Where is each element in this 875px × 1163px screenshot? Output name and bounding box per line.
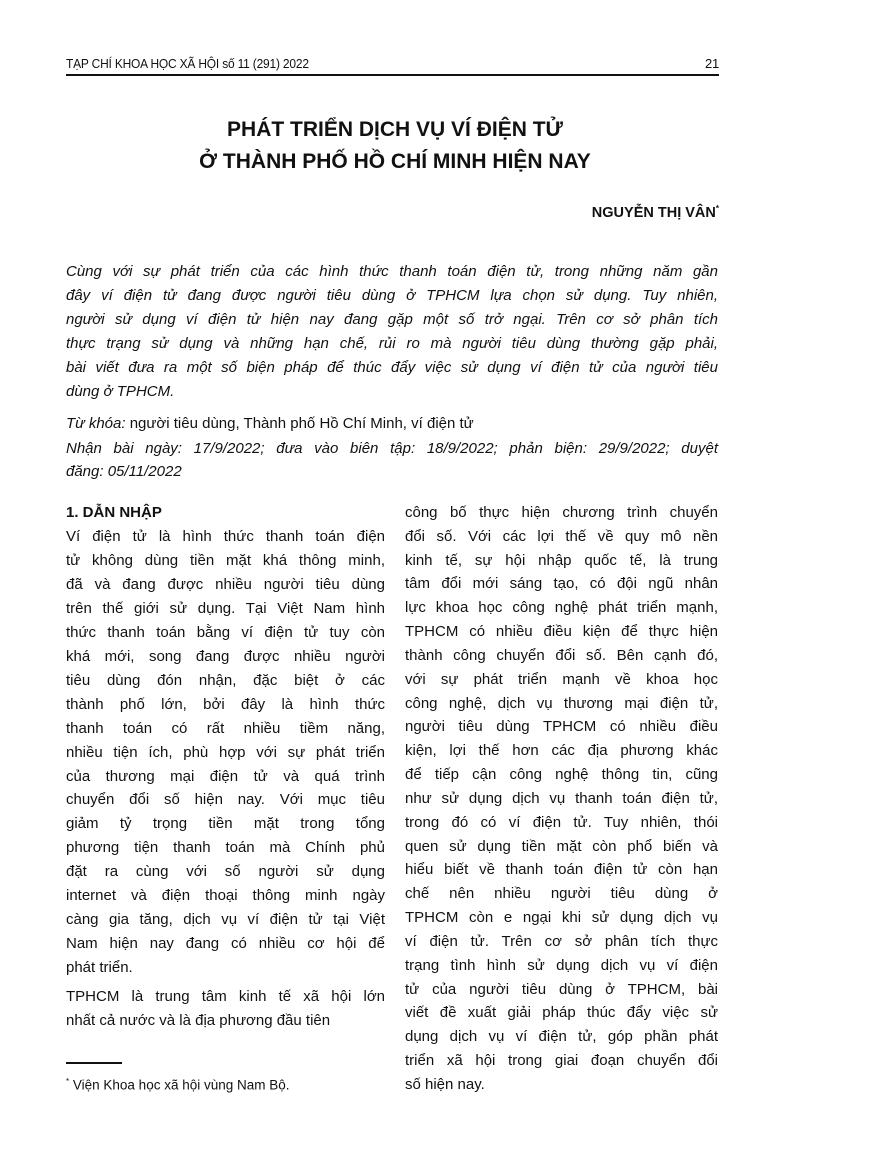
running-header (66, 55, 719, 76)
dates-line: Nhận bài ngày: 17/9/2022; đưa vào biên tập: 18/9/2022; phản biện: 29/9/2022; duyệt (66, 440, 718, 457)
body-line: tử không dùng tiền mặt khá thông minh, (66, 551, 385, 569)
body-line: kinh tế, sự hội nhập quốc tế, là trung (405, 551, 718, 569)
body-line: phát triển. (66, 959, 133, 977)
title-line-1: PHÁT TRIỂN DỊCH VỤ VÍ ĐIỆN TỬ (227, 118, 563, 141)
section-heading: 1. DẪN NHẬP (66, 504, 162, 521)
body-line: thành phố lớn, bởi đây là hình thức (66, 695, 385, 713)
body-line: đã và đang được nhiều người tiêu dùng (66, 575, 385, 593)
body-line: nhất cả nước và là địa phương đầu tiên (66, 1011, 331, 1029)
abstract-line: đây ví điện tử đang được người tiêu dùng ở TPHCM lựa chọn sử dụng. Tuy nhiên, (66, 287, 718, 304)
body-line: internet và điện thoại thông minh ngày (66, 887, 385, 905)
body-line: viết đề xuất giải pháp thúc đẩy việc sử (405, 1004, 718, 1022)
body-line: chuyển đổi số hiện nay. Với mục tiêu (66, 791, 385, 809)
body-line: TPHCM còn e ngại khi sử dụng dịch vụ (405, 909, 718, 927)
body-line: người tiêu dùng TPHCM có nhiều điều (405, 718, 718, 736)
body-line: lực khoa học công nghệ phát triển mạnh, (405, 599, 718, 617)
body-line: Ví điện tử là hình thức thanh toán điện (66, 528, 385, 545)
body-line: triển xã hội trong giai đoạn chuyển đổi (405, 1052, 718, 1070)
body-line: trong đó có ví điện tử. Tuy nhiên, thói (405, 813, 718, 831)
body-line: giảm tỷ trọng tiền mặt trong tổng (66, 815, 385, 833)
dates-line: đăng: 05/11/2022 (66, 462, 182, 480)
body-line: tiêu dùng đón nhận, đặc biệt ở các (66, 671, 385, 689)
body-line: để tiếp cận công nghệ thông tin, cũng (405, 766, 718, 784)
body-line: công bố thực hiện chương trình chuyển (405, 504, 718, 521)
title-line-2: Ở THÀNH PHỐ HỒ CHÍ MINH HIỆN NAY (199, 150, 591, 173)
body-line: hiểu biết về thanh toán điện tử còn hạn (405, 861, 718, 879)
author-footnote-mark: * (715, 204, 719, 213)
footnote (66, 1077, 290, 1093)
abstract-line: dùng ở TPHCM. (66, 383, 175, 400)
page-number: 21 (704, 56, 719, 71)
body-line: đặt ra cùng với số người sử dụng (66, 863, 385, 881)
footnote-text: Viện Khoa học xã hội vùng Nam Bộ. (69, 1077, 290, 1093)
author (592, 204, 719, 221)
body-line: Nam hiện nay đang có nhiều cơ hội để (66, 935, 385, 953)
body-line: dụng dịch vụ ví điện tử, góp phần phát (405, 1028, 718, 1046)
body-line: tử của người tiêu dùng ở TPHCM, bài (405, 980, 718, 998)
body-line: ví điện tử. Trên cơ sở phân tích thực (405, 932, 718, 950)
abstract-line: Cùng với sự phát triển của các hình thức thanh toán điện tử, trong những năm gần (66, 263, 718, 280)
body-line: công nghệ, dịch vụ thương mại điện tử, (405, 694, 718, 712)
body-line: đổi số. Với các lợi thế về quy mô nền (405, 527, 718, 545)
body-line: tâm đổi mới sáng tạo, có đội ngũ nhân (405, 575, 718, 593)
body-line: nhiều tiện ích, phù hợp với sự phát triển (66, 743, 385, 761)
body-line: quen sử dụng tiền mặt còn phổ biến và (405, 837, 718, 855)
body-line: TPHCM có nhiều điều kiện để thực hiện (405, 623, 718, 641)
body-line: TPHCM là trung tâm kinh tế xã hội lớn (66, 988, 385, 1005)
body-line: khá mới, song đang được nhiều người (66, 647, 385, 665)
abstract-line: người sử dụng ví điện tử hiện nay đang gặp một số trở ngại. Trên cơ sở phân tích (66, 311, 718, 328)
footnote-rule (66, 1062, 122, 1064)
footnote-mark: * (66, 1077, 70, 1086)
keywords-label: Từ khóa: (66, 415, 126, 432)
body-line: chế nên nhiều người tiêu dùng ở (405, 885, 718, 903)
body-line: thanh toán có rất nhiều tiềm năng, (66, 719, 385, 737)
keywords-value: người tiêu dùng, Thành phố Hồ Chí Minh, ví điện tử (125, 415, 474, 432)
body-line: thành công chuyển đổi số. Bên cạnh đó, (405, 646, 718, 664)
keywords (66, 415, 474, 433)
body-line: càng gia tăng, dịch vụ ví điện tử tại Việt (66, 911, 385, 929)
body-line: trên thế giới sử dụng. Tại Việt Nam hình (66, 599, 385, 617)
abstract-line: thực trạng sử dụng và những hạn chế, rủi ro mà người tiêu dùng thường gặp phải, (66, 335, 718, 352)
body-line: thức thanh toán bằng ví điện tử tuy còn (66, 623, 385, 641)
body-line: như sử dụng dịch vụ thanh toán điện tử, (405, 789, 718, 807)
journal-name: TẠP CHÍ KHOA HỌC XÃ HỘI số 11 (291) 2022 (66, 56, 309, 71)
body-line: phương tiện thanh toán mà Chính phủ (66, 839, 385, 857)
body-line: với sự phát triển mạnh về khoa học (405, 670, 718, 688)
body-line: kiện, lợi thế hơn các địa phương khác (405, 742, 718, 760)
author-name: NGUYỄN THỊ VÂN (591, 204, 716, 221)
abstract-line: bài viết đưa ra một số biện pháp để thúc đẩy việc sử dụng ví điện tử của người tiêu (66, 359, 718, 376)
body-line: trạng tình hình sử dụng dịch vụ ví điện (405, 956, 718, 974)
body-line: số hiện nay. (405, 1075, 485, 1093)
body-line: của thương mại điện tử và quá trình (66, 767, 385, 785)
